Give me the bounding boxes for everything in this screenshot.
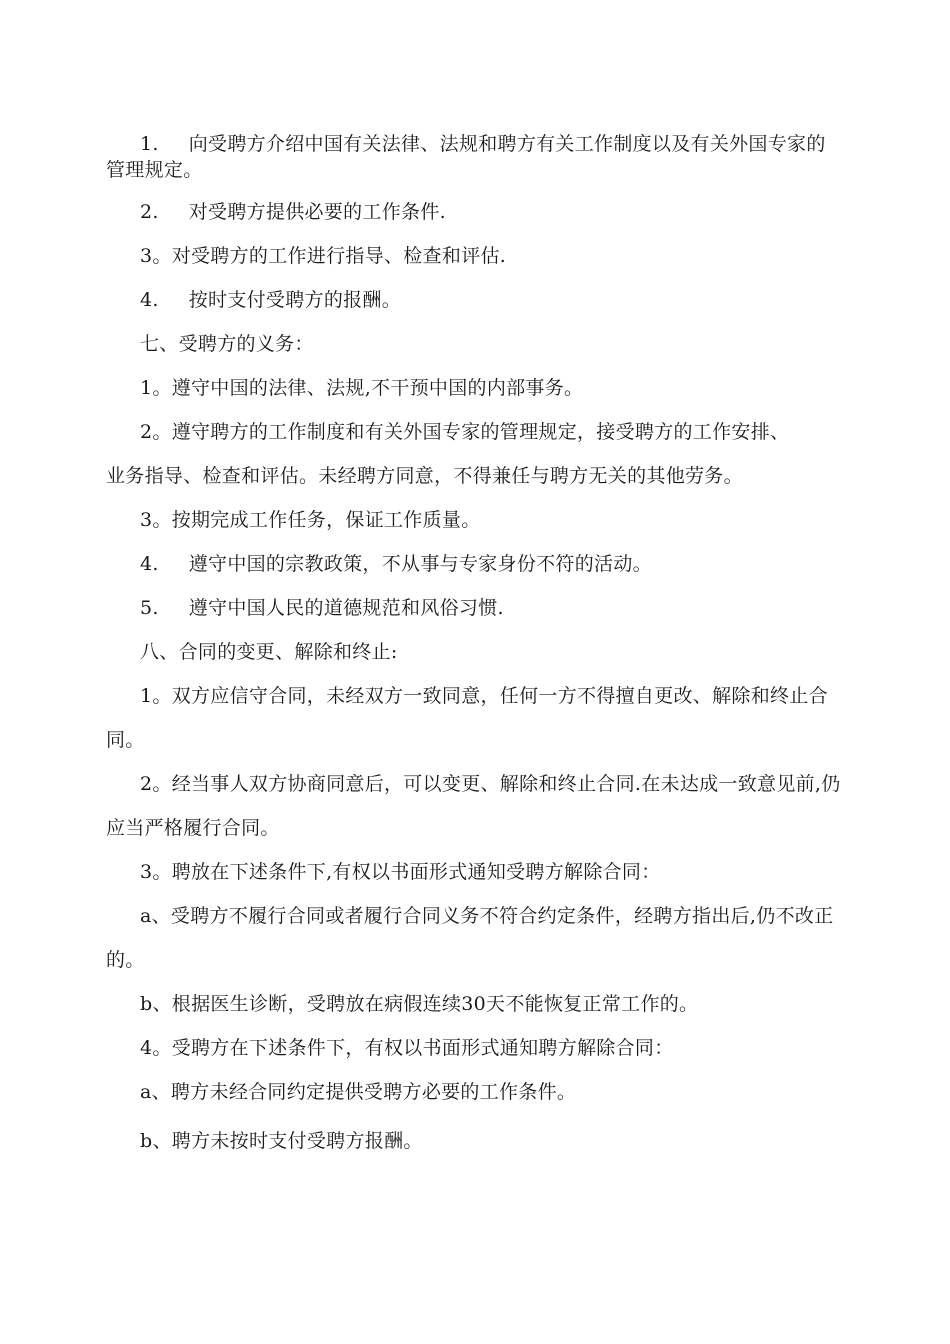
item-text: 按时支付受聘方的报酬。 — [188, 289, 402, 311]
item-text: 向受聘方介绍中国有关法律、法规和聘方有关工作制度以及有关外国专家的管理规定。 — [106, 133, 826, 181]
item-text: 对受聘方提供必要的工作条件. — [188, 201, 446, 223]
item-text: 遵守中国的宗教政策，不从事与专家身份不符的活动。 — [188, 553, 652, 575]
item-number: 5. — [140, 597, 159, 619]
employee-duty-4 — [140, 549, 880, 576]
employee-duty-2-line2: 业务指导、检查和评估。未经聘方同意，不得兼任与聘方无关的其他劳务。 — [106, 465, 743, 487]
employee-duty-2-line1: 2。遵守聘方的工作制度和有关外国专家的管理规定，接受聘方的工作安排、 — [140, 421, 790, 443]
employer-duty-4 — [140, 285, 880, 312]
employee-duty-1: 1。遵守中国的法律、法规,不干预中国的内部事务。 — [140, 377, 584, 399]
employee-duty-5 — [140, 593, 880, 620]
item-number: 1. — [140, 133, 159, 155]
employee-termination-a: a、聘方未经合同约定提供受聘方必要的工作条件。 — [140, 1081, 577, 1103]
section-heading-8: 八、合同的变更、解除和终止: — [140, 641, 398, 663]
employer-termination-a: a、受聘方不履行合同或者履行合同义务不符合约定条件，经聘方指出后,仍不改正的。 — [106, 905, 834, 971]
employee-termination-b: b、聘方未按时支付受聘方报酬。 — [140, 1130, 423, 1152]
contract-change-3: 3。聘放在下述条件下,有权以书面形式通知受聘方解除合同： — [140, 861, 661, 883]
item-text: 遵守中国人民的道德规范和风俗习惯. — [188, 597, 504, 619]
contract-change-2: 2。经当事人双方协商同意后，可以变更、解除和终止合同.在未达成一致意见前,仍应当严格履行合同。 — [106, 773, 841, 839]
employer-termination-b: b、根据医生诊断，受聘放在病假连续30天不能恢复正常工作的。 — [140, 993, 699, 1015]
item-number: 4. — [140, 553, 159, 575]
employee-duty-3: 3。按期完成工作任务，保证工作质量。 — [140, 509, 481, 531]
employer-duty-3: 3。对受聘方的工作进行指导、检查和评估. — [140, 245, 507, 267]
section-heading-7: 七、受聘方的义务： — [140, 333, 314, 355]
employer-duty-1 — [106, 131, 841, 183]
contract-change-4: 4。受聘方在下述条件下，有权以书面形式通知聘方解除合同： — [140, 1037, 674, 1059]
contract-change-1: 1。双方应信守合同，未经双方一致同意，任何一方不得擅自更改、解除和终止合同。 — [106, 685, 828, 751]
item-number: 2. — [140, 201, 159, 223]
employer-duty-2 — [140, 197, 880, 224]
item-number: 4. — [140, 289, 159, 311]
